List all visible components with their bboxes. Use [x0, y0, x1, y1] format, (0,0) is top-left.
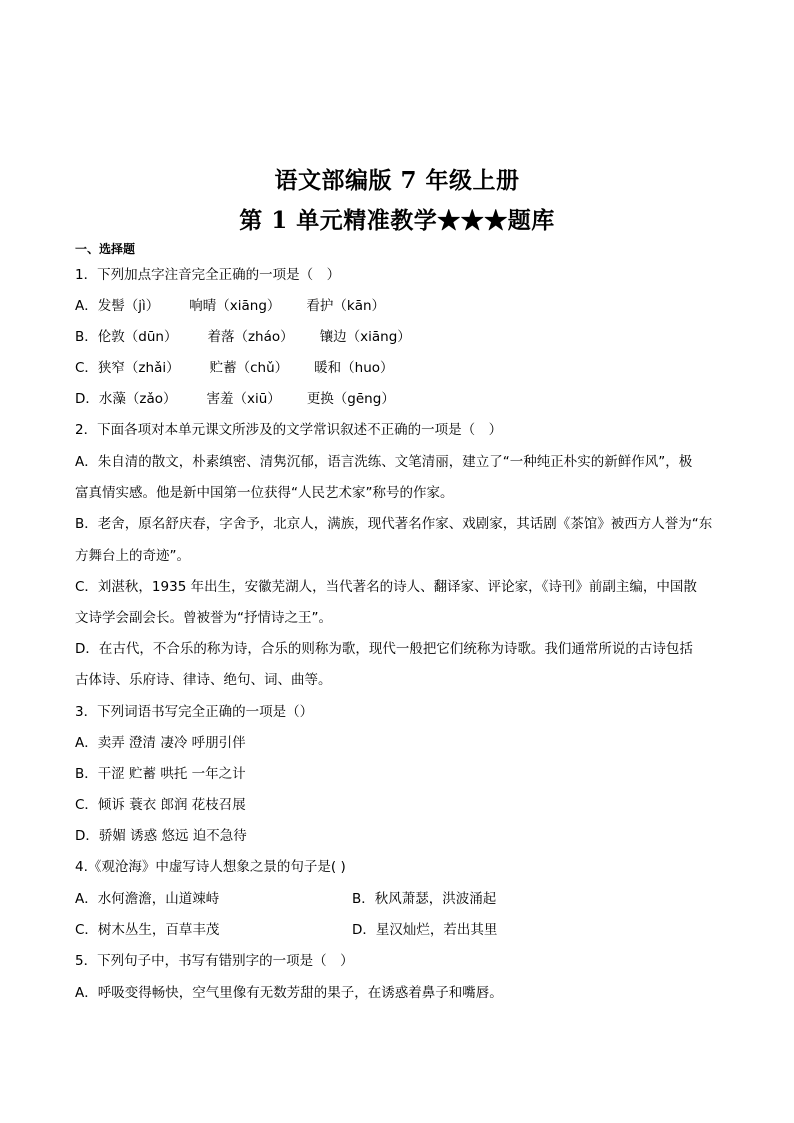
q1-option-d — [75, 390, 395, 408]
title-line-2: 第 1 单元精准教学★★★题库 — [239, 207, 555, 234]
q1-b-item-3: 镶边（xiāng） — [319, 329, 411, 345]
q2-option-c-line-1: C．刘湛秋，1935 年出生，安徽芜湖人，当代著名的诗人、翻译家、评论家，《诗刊》前副主编，中国散 — [75, 579, 697, 595]
q1-c-item-3: 暖和（huo） — [314, 360, 394, 376]
q1-a-item-3: 看护（kān） — [306, 298, 386, 314]
section-heading: 一、选择题 — [75, 242, 136, 256]
q1-a-item-2: 响晴（xiāng） — [189, 298, 281, 314]
q2-option-a-line-2: 富真情实感。他是新中国第一位获得“人民艺术家”称号的作家。 — [75, 485, 454, 501]
q1-option-a — [75, 297, 385, 315]
q1-d-item-2: 害羞（xiū） — [206, 391, 281, 407]
q4-option-c: C．树木丛生，百草丰茂 — [75, 922, 220, 938]
q1-option-c — [75, 359, 394, 377]
q3-option-a: A．卖弄 澄清 凄冷 呼朋引伴 — [75, 735, 246, 751]
q1-d-item-3: 更换（gēng） — [306, 391, 395, 407]
q2-option-a-line-1: A．朱自清的散文，朴素缜密、清隽沉郁，语言洗练、文笔清丽，建立了“一种纯正朴实的新鲜作风”，极 — [75, 454, 693, 470]
q4-option-d: D．星汉灿烂，若出其里 — [352, 922, 498, 938]
title-line-1: 语文部编版 7 年级上册 — [274, 167, 520, 194]
q2-option-c-line-2: 文诗学会副会长。曾被誉为“抒情诗之王”。 — [75, 610, 332, 626]
q1-b-item-2: 着落（zháo） — [207, 329, 294, 345]
q2-option-b-line-1: B．老舍，原名舒庆春，字舍予，北京人，满族，现代著名作家、戏剧家，其话剧《茶馆》被西方人誉为“东 — [75, 516, 713, 532]
q1-d-item-1: D．水藻（zǎo） — [75, 391, 177, 407]
q3-option-c: C．倾诉 蓑衣 郎润 花枝召展 — [75, 797, 246, 813]
q5-stem: 5．下列句子中，书写有错别字的一项是（ ） — [75, 953, 354, 969]
q1-b-item-1: B．伦敦（dūn） — [75, 329, 178, 345]
q3-option-d: D．骄媚 诱惑 悠远 迫不急待 — [75, 828, 247, 844]
q4-row-2 — [75, 921, 498, 939]
q4-row-1 — [75, 890, 497, 908]
q1-a-item-1: A．发髻（jì） — [75, 298, 160, 314]
q4-option-b: B．秋风萧瑟，洪波涌起 — [352, 891, 497, 907]
q4-option-a: A．水何澹澹，山道竦峙 — [75, 891, 220, 907]
q3-option-b: B．干涩 贮蓄 哄托 一年之计 — [75, 766, 246, 782]
q3-stem: 3．下列词语书写完全正确的一项是（） — [75, 704, 314, 720]
q1-c-item-2: 贮蓄（chǔ） — [209, 360, 289, 376]
q1-c-item-1: C．狭窄（zhǎi） — [75, 360, 180, 376]
q5-option-a: A．呼吸变得畅快，空气里像有无数芳甜的果子，在诱惑着鼻子和嘴唇。 — [75, 985, 503, 1001]
q1-stem: 1．下列加点字注音完全正确的一项是（ ） — [75, 267, 341, 283]
q2-option-d-line-1: D．在古代，不合乐的称为诗，合乐的则称为歌，现代一般把它们统称为诗歌。我们通常所说的古诗包括 — [75, 641, 693, 657]
q4-stem: 4.《观沧海》中虚写诗人想象之景的句子是( ) — [75, 859, 346, 875]
q2-option-d-line-2: 古体诗、乐府诗、律诗、绝句、词、曲等。 — [75, 672, 332, 688]
q1-option-b — [75, 328, 411, 346]
q2-stem: 2．下面各项对本单元课文所涉及的文学常识叙述不正确的一项是（ ） — [75, 422, 503, 438]
q2-option-b-line-2: 方舞台上的奇迹”。 — [75, 548, 190, 564]
